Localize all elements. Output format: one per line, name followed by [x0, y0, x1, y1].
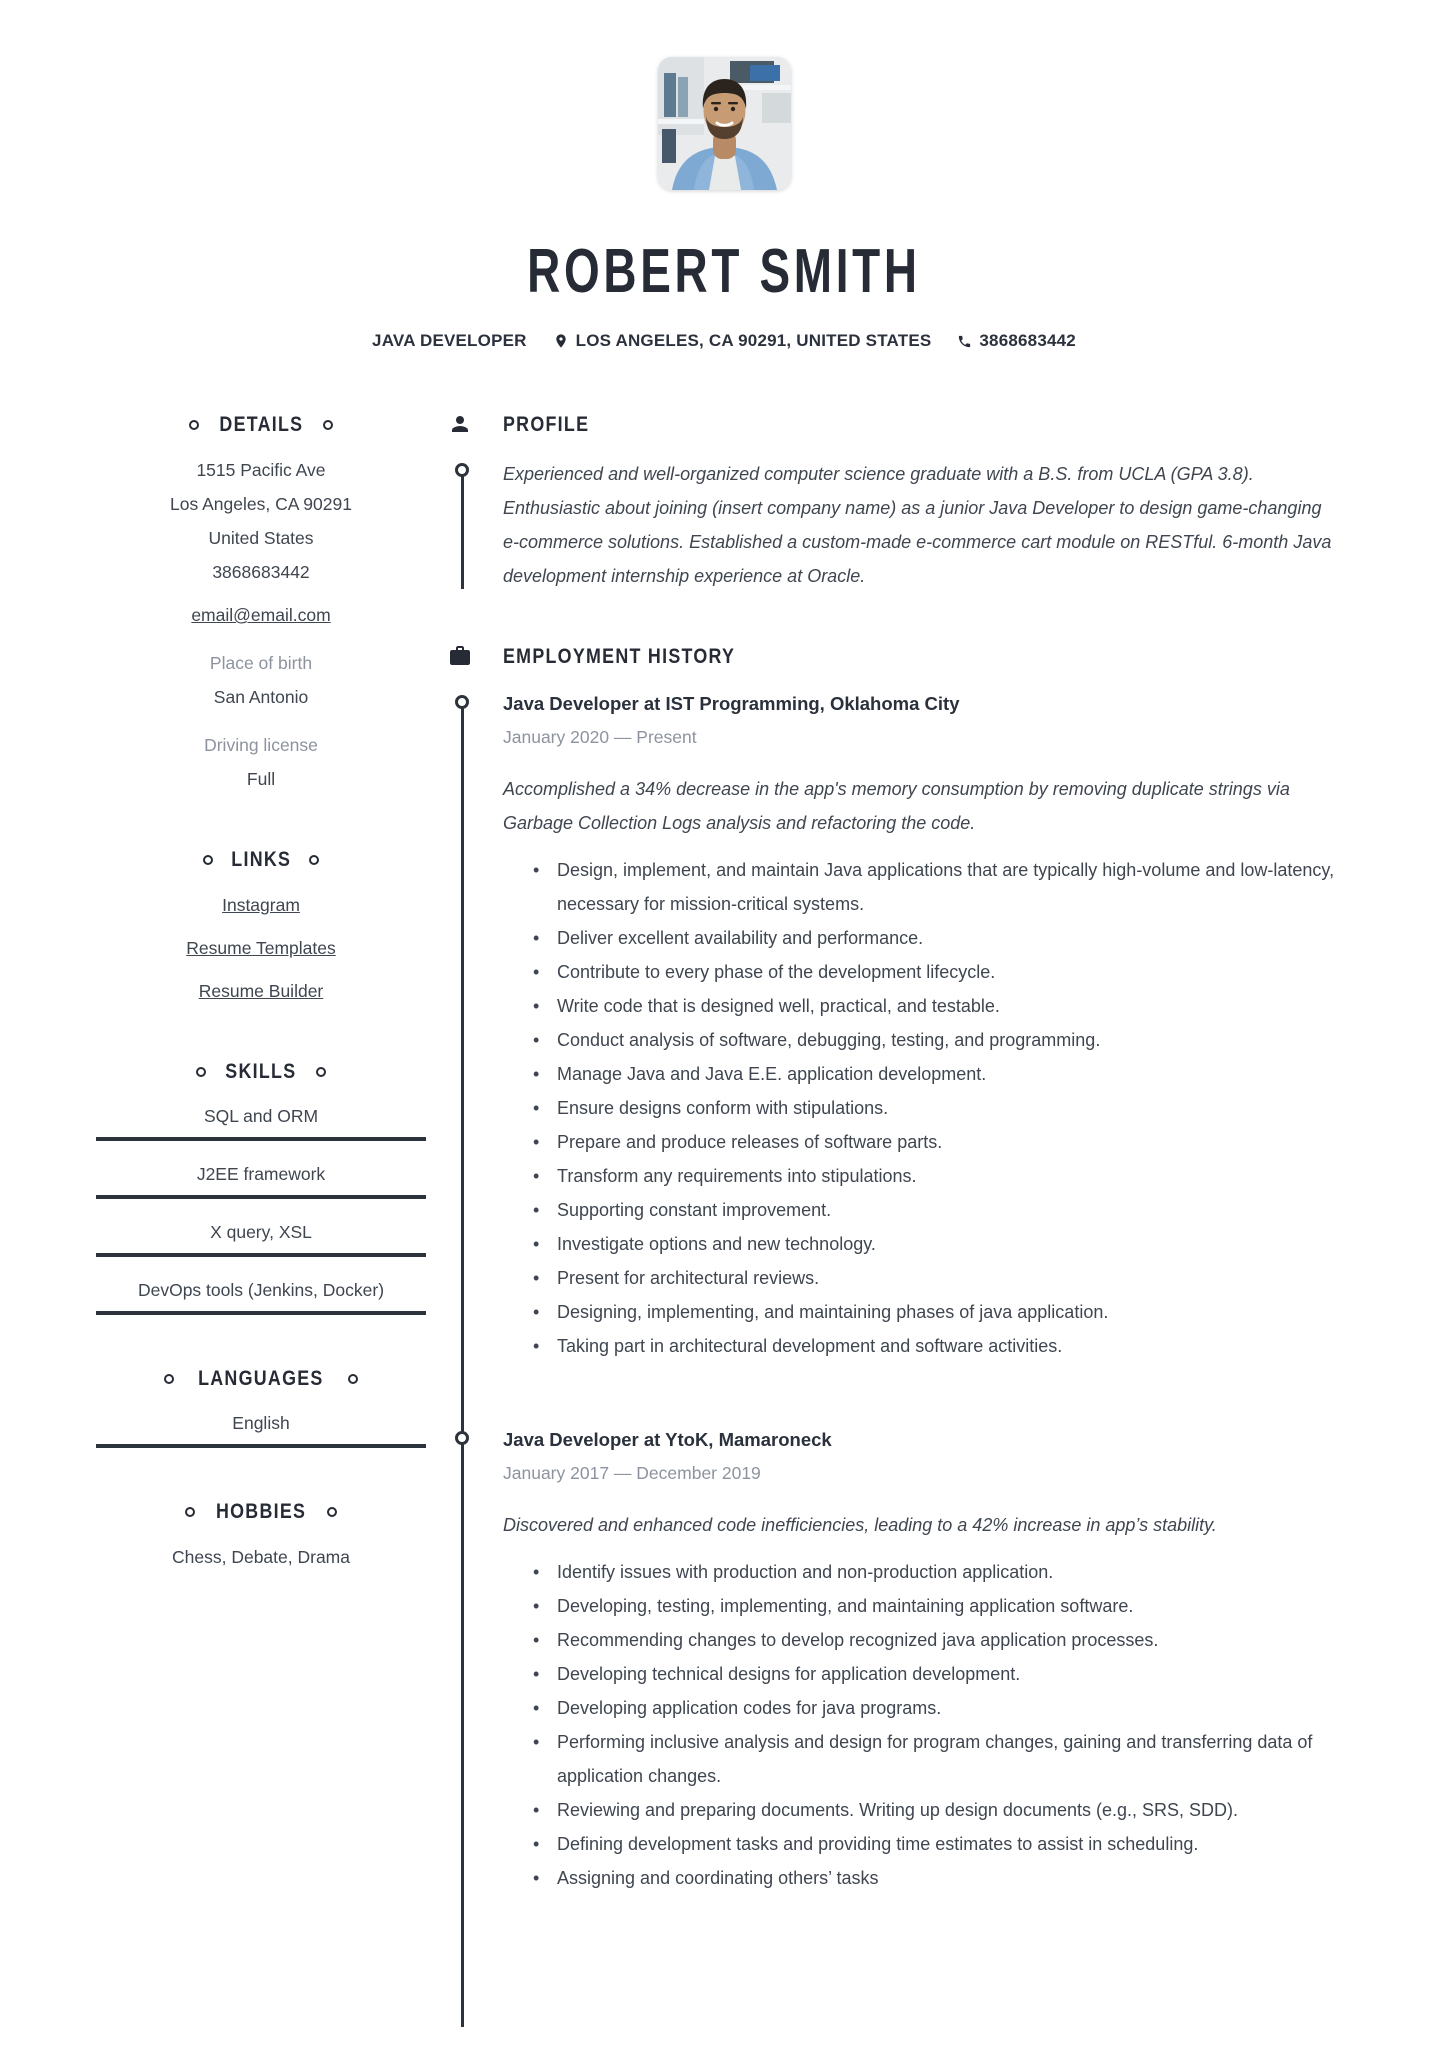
list-item: • Design, implement, and maintain Java applications that are typically high-volume and low-latency, necessary for mission-critical systems. [557, 853, 1347, 921]
jobs-list [503, 689, 1370, 1895]
timeline-line [461, 469, 464, 589]
address-line: United States [208, 528, 314, 548]
link-instagram[interactable]: Instagram [222, 895, 300, 915]
employment-section [503, 645, 1370, 1895]
list-item: • Assigning and coordinating others’ tasks [557, 1861, 1347, 1895]
job-summary: Discovered and enhanced code inefficiencies, leading to a 42% increase in app’s stability. [503, 1515, 1217, 1535]
language-item: English [96, 1407, 426, 1448]
main-column [440, 413, 1370, 1895]
ring-icon [185, 1507, 195, 1517]
briefcase-icon [448, 644, 472, 668]
skill-level-bar [96, 1253, 426, 1257]
hobbies-value: Chess, Debate, Drama [172, 1547, 350, 1567]
page-title: ROBERT SMITH [527, 237, 921, 306]
sidebar-section-details [96, 413, 426, 796]
list-item: • Prepare and produce releases of software parts. [557, 1125, 1347, 1159]
list-item: • Developing application codes for java programs. [557, 1691, 1347, 1725]
timeline-dot [455, 463, 469, 477]
skill-level-bar [96, 1195, 426, 1199]
ring-icon [164, 1374, 174, 1384]
ring-icon [323, 420, 333, 430]
profile-section-header: PROFILE [503, 413, 1370, 437]
list-item: • Contribute to every phase of the development lifecycle. [557, 955, 1347, 989]
list-item: • Developing technical designs for application development. [557, 1657, 1347, 1691]
ring-icon [316, 1067, 326, 1077]
links-header: LINKS [96, 848, 426, 872]
license-value: Full [246, 769, 276, 789]
address-line: 1515 Pacific Ave [196, 460, 326, 480]
job-dates: January 2017 — December 2019 [503, 1463, 761, 1483]
list-item: • Identify issues with production and non-production application. [557, 1555, 1347, 1589]
sidebar-section-languages [96, 1367, 426, 1448]
list-item: • Write code that is designed well, practical, and testable. [557, 989, 1347, 1023]
list-item: • Taking part in architectural development and software activities. [557, 1329, 1347, 1363]
list-item: • Defining development tasks and providing time estimates to assist in scheduling. [557, 1827, 1347, 1861]
timeline-dot [455, 1431, 469, 1445]
job-title-line: Java Developer at IST Programming, Oklahoma City [503, 693, 960, 714]
list-item: • Manage Java and Java E.E. application development. [557, 1057, 1347, 1091]
list-item: • Performing inclusive analysis and design for program changes, gaining and transferring data of application changes. [557, 1725, 1347, 1793]
skill-level-bar [96, 1137, 426, 1141]
list-item: • Recommending changes to develop recognized java application processes. [557, 1623, 1347, 1657]
details-header: DETAILS [96, 413, 426, 437]
person-icon [448, 412, 472, 436]
list-item: • Investigate options and new technology. [557, 1227, 1347, 1261]
profile-body [503, 457, 1370, 593]
link-resume-builder[interactable]: Resume Builder [198, 981, 324, 1001]
skills-header: SKILLS [96, 1060, 426, 1084]
sidebar-section-hobbies [96, 1500, 426, 1574]
list-item: • Developing, testing, implementing, and maintaining application software. [557, 1589, 1347, 1623]
job-bullet-list [503, 1555, 1370, 1895]
ring-icon [203, 855, 213, 865]
list-item: • Supporting constant improvement. [557, 1193, 1347, 1227]
list-item: • Designing, implementing, and maintaining phases of java application. [557, 1295, 1347, 1329]
language-level-bar [96, 1444, 426, 1448]
birth-label: Place of birth [209, 653, 313, 673]
list-item: • Present for architectural reviews. [557, 1261, 1347, 1295]
map-pin-icon [553, 333, 569, 349]
skill-item: DevOps tools (Jenkins, Docker) [96, 1274, 426, 1315]
languages-header: LANGUAGES [96, 1367, 426, 1391]
email-link[interactable]: email@email.com [191, 605, 331, 625]
hobbies-header: HOBBIES [96, 1500, 426, 1524]
sidebar-section-links [96, 848, 426, 1008]
job-bullet-list [503, 853, 1370, 1363]
list-item: • Ensure designs conform with stipulations. [557, 1091, 1347, 1125]
resume-body [0, 413, 1448, 1895]
ring-icon [309, 855, 319, 865]
timeline-line [461, 701, 464, 2027]
list-item: • Deliver excellent availability and performance. [557, 921, 1347, 955]
skill-item: SQL and ORM [96, 1100, 426, 1141]
list-item: • Conduct analysis of software, debugging, testing, and programming. [557, 1023, 1347, 1057]
ring-icon [327, 1507, 337, 1517]
list-item: • Reviewing and preparing documents. Writing up design documents (e.g., SRS, SDD). [557, 1793, 1347, 1827]
job-title: JAVA DEVELOPER [372, 331, 527, 350]
license-label: Driving license [204, 735, 318, 755]
skill-item: J2EE framework [96, 1158, 426, 1199]
birth-value: San Antonio [213, 687, 309, 707]
sidebar-section-skills [96, 1060, 426, 1315]
employment-section-header: EMPLOYMENT HISTORY [503, 645, 1370, 669]
profile-section [503, 413, 1370, 593]
timeline-dot [455, 695, 469, 709]
skill-level-bar [96, 1311, 426, 1315]
resume-header [0, 0, 1448, 351]
ring-icon [348, 1374, 358, 1384]
sidebar [96, 413, 426, 1626]
ring-icon [196, 1067, 206, 1077]
contact-row [0, 331, 1448, 351]
ring-icon [189, 420, 199, 430]
location-item: LOS ANGELES, CA 90291, UNITED STATES [553, 331, 932, 351]
phone-item: 3868683442 [957, 331, 1076, 351]
phone-icon [957, 334, 972, 349]
phone-number: 3868683442 [212, 562, 310, 582]
list-item: • Transform any requirements into stipulations. [557, 1159, 1347, 1193]
job-entry [503, 1425, 1370, 1895]
job-entry [503, 689, 1370, 1363]
profile-photo [658, 57, 791, 190]
skill-item: X query, XSL [96, 1216, 426, 1257]
job-title-line: Java Developer at YtoK, Mamaroneck [503, 1429, 832, 1450]
profile-text: Experienced and well-organized computer science graduate with a B.S. from UCLA (GPA 3.8). Enthusiastic about joining (insert company name) as a junior Java Developer to design game-changing e-commerce solutions. Established a custom-made e-commerce cart module on RESTful. 6-month Java development internship experience at Oracle. [503, 464, 1332, 586]
job-dates: January 2020 — Present [503, 727, 697, 747]
address-line: Los Angeles, CA 90291 [170, 494, 352, 514]
profile-photo-illustration [658, 57, 791, 190]
job-summary: Accomplished a 34% decrease in the app's memory consumption by removing duplicate strings via Garbage Collection Logs analysis and refactoring the code. [503, 779, 1290, 833]
link-resume-templates[interactable]: Resume Templates [186, 938, 336, 958]
